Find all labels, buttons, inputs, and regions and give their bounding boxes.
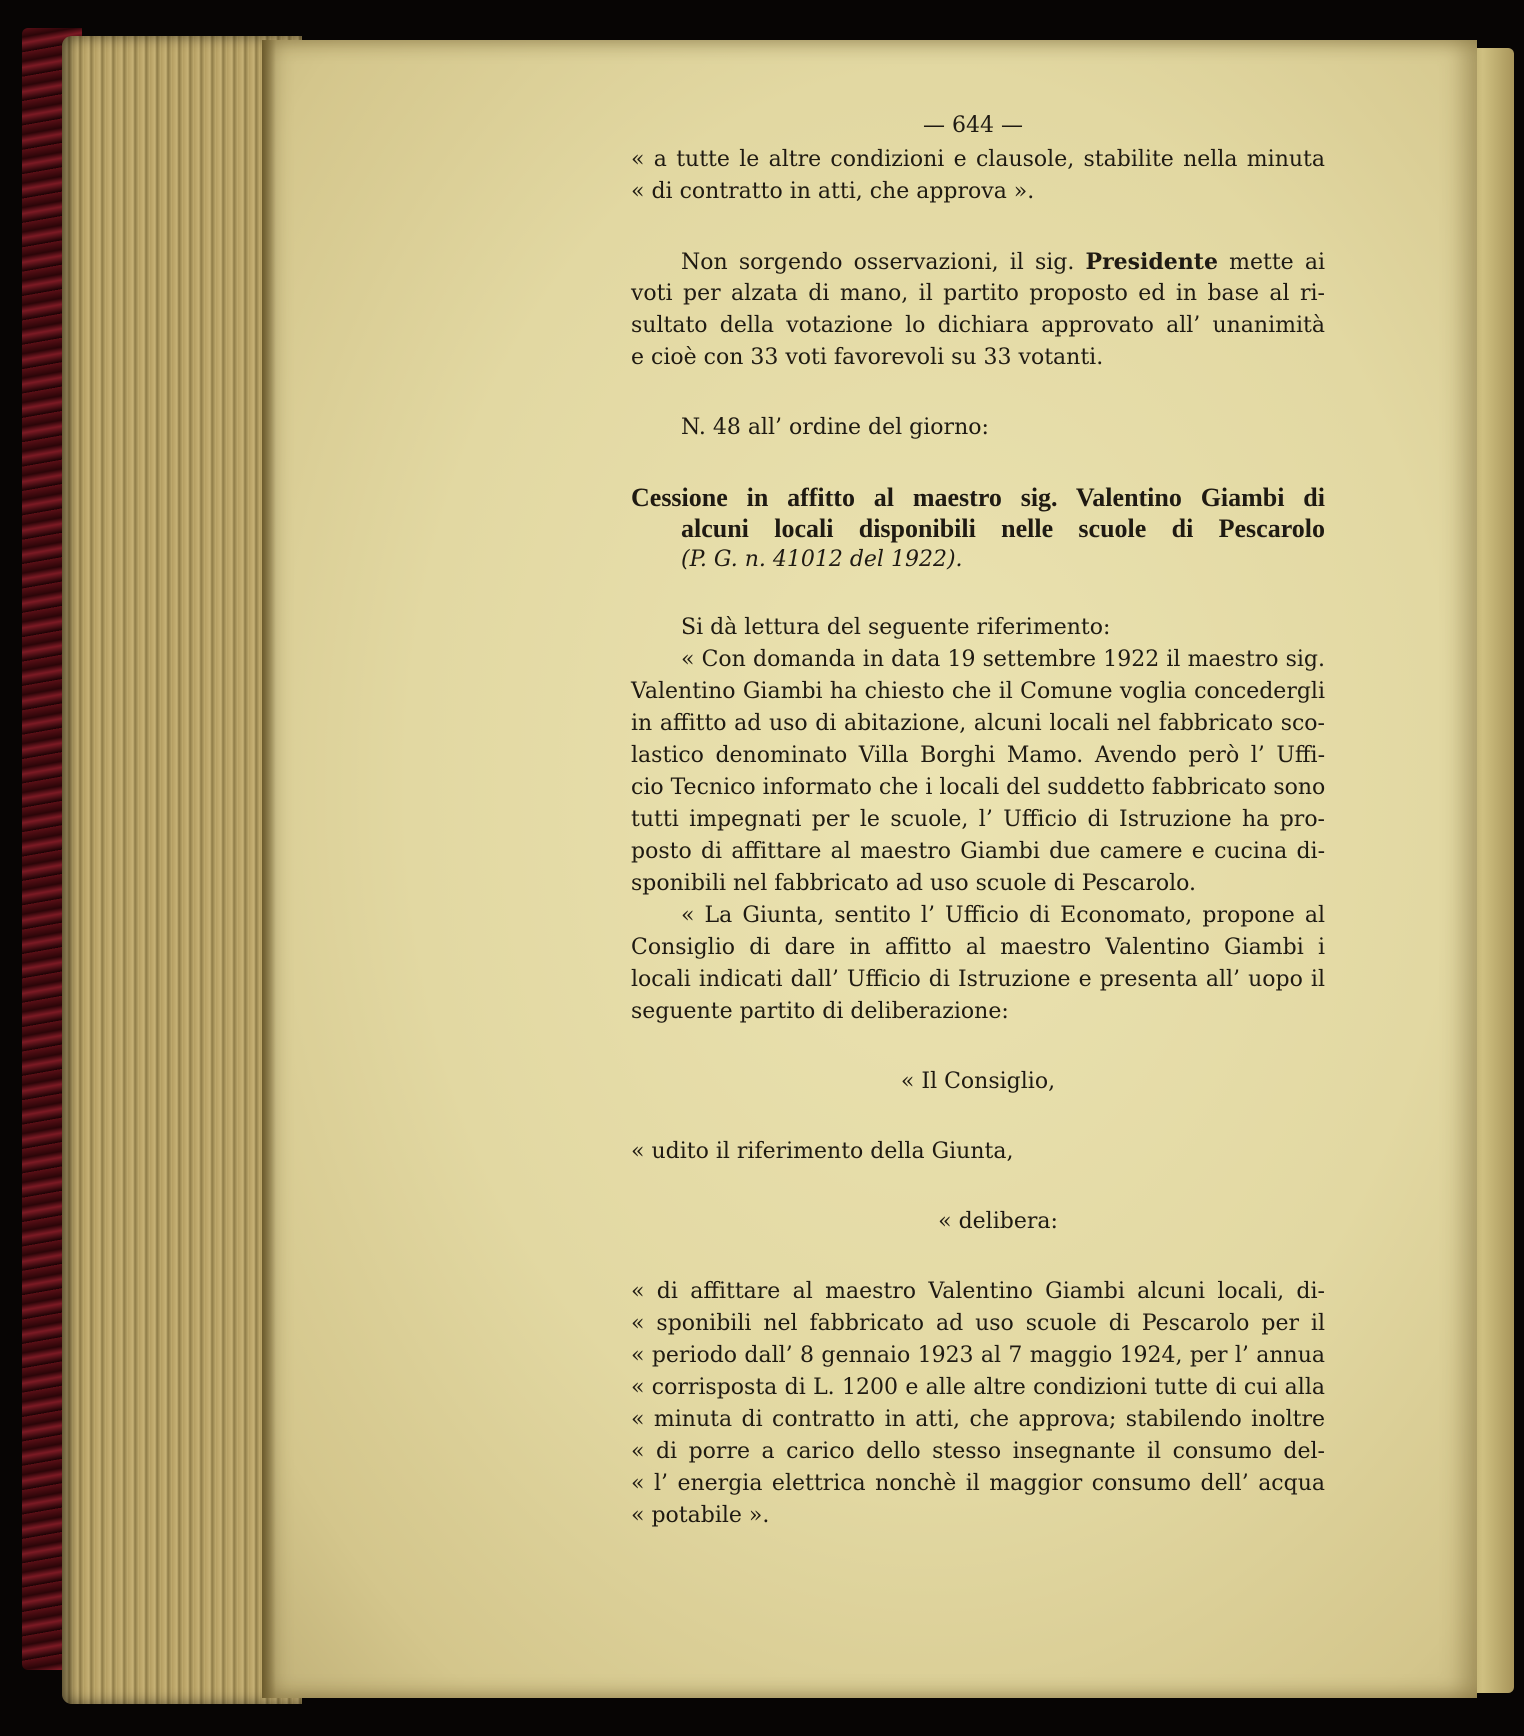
- text-line: cio Tecnico informato che i locali del suddetto fabbricato sono: [631, 775, 1326, 800]
- text-line: « di porre a carico dello stesso insegnante il consumo del-: [631, 1439, 1325, 1464]
- text-line: locali indicati dall’ Ufficio di Istruzione e presenta all’ uopo il: [631, 967, 1325, 992]
- text-line: Si dà lettura del seguente riferimento:: [681, 615, 1111, 640]
- text-line: « Il Consiglio,: [900, 1069, 1056, 1094]
- text-line: « di contratto in atti, che approva ».: [631, 179, 1035, 204]
- text-line: « La Giunta, sentito l’ Ufficio di Economato, propone al: [681, 903, 1325, 928]
- text-column: [631, 108, 1325, 1532]
- text-line: tutti impegnati per le scuole, l’ Ufficio di Istruzione ha pro-: [631, 807, 1325, 832]
- text-line: sultato della votazione lo dichiara approvato all’ unanimità: [631, 313, 1325, 338]
- agenda-item: N. 48 all’ ordine del giorno:: [681, 415, 989, 440]
- text-line: « udito il riferimento della Giunta,: [631, 1139, 1014, 1164]
- text-line: sponibili nel fabbricato ad uso scuole di Pescarolo.: [631, 871, 1197, 896]
- text-line: « potabile ».: [631, 1503, 770, 1528]
- text-line: posto di affittare al maestro Giambi due camere e cucina di-: [631, 839, 1325, 864]
- text-line: Valentino Giambi ha chiesto che il Comune voglia concedergli: [631, 679, 1325, 704]
- text-line: lastico denominato Villa Borghi Mamo. Avendo però l’ Uffi-: [631, 743, 1325, 768]
- text-line: voti per alzata di mano, il partito proposto ed in base al ri-: [631, 281, 1325, 306]
- heading-reference: (P. G. n. 41012 del 1922).: [681, 547, 963, 572]
- text-line: « l’ energia elettrica nonchè il maggior consumo dell’ acqua: [631, 1471, 1325, 1496]
- speaker-name: Presidente: [1085, 249, 1218, 275]
- page-number: — 644 —: [923, 113, 1023, 138]
- heading-line: alcuni locali disponibili nelle scuole di Pescarolo: [681, 514, 1325, 543]
- text-line: « delibera:: [938, 1209, 1058, 1234]
- heading-line: Cessione in affitto al maestro sig. Valentino Giambi di: [631, 483, 1325, 512]
- text-line: « corrisposta di L. 1200 e alle altre condizioni tutte di cui alla: [631, 1375, 1325, 1400]
- text-fragment: mette ai: [1217, 250, 1325, 275]
- text-line: seguente partito di deliberazione:: [631, 999, 1009, 1024]
- text-line: « Con domanda in data 19 settembre 1922 il maestro sig.: [681, 647, 1325, 672]
- text-line: in affitto ad uso di abitazione, alcuni locali nel fabbricato sco-: [631, 711, 1325, 736]
- text-line: e cioè con 33 voti favorevoli su 33 votanti.: [631, 345, 1104, 370]
- text-line: « sponibili nel fabbricato ad uso scuole di Pescarolo per il: [631, 1311, 1325, 1336]
- text-line: « periodo dall’ 8 gennaio 1923 al 7 maggio 1924, per l’ annua: [631, 1343, 1325, 1368]
- text-fragment: Non sorgendo osservazioni, il sig.: [681, 250, 1086, 275]
- text-line: Consiglio di dare in affitto al maestro Valentino Giambi i: [631, 935, 1325, 960]
- text-line: « a tutte le altre condizioni e clausole, stabilite nella minuta: [631, 147, 1325, 172]
- text-line: [631, 246, 1325, 278]
- text-line: « minuta di contratto in atti, che approva; stabilendo inoltre: [631, 1407, 1325, 1432]
- page-gutter: [262, 40, 276, 1698]
- text-line: « di affittare al maestro Valentino Giambi alcuni locali, di-: [631, 1279, 1325, 1304]
